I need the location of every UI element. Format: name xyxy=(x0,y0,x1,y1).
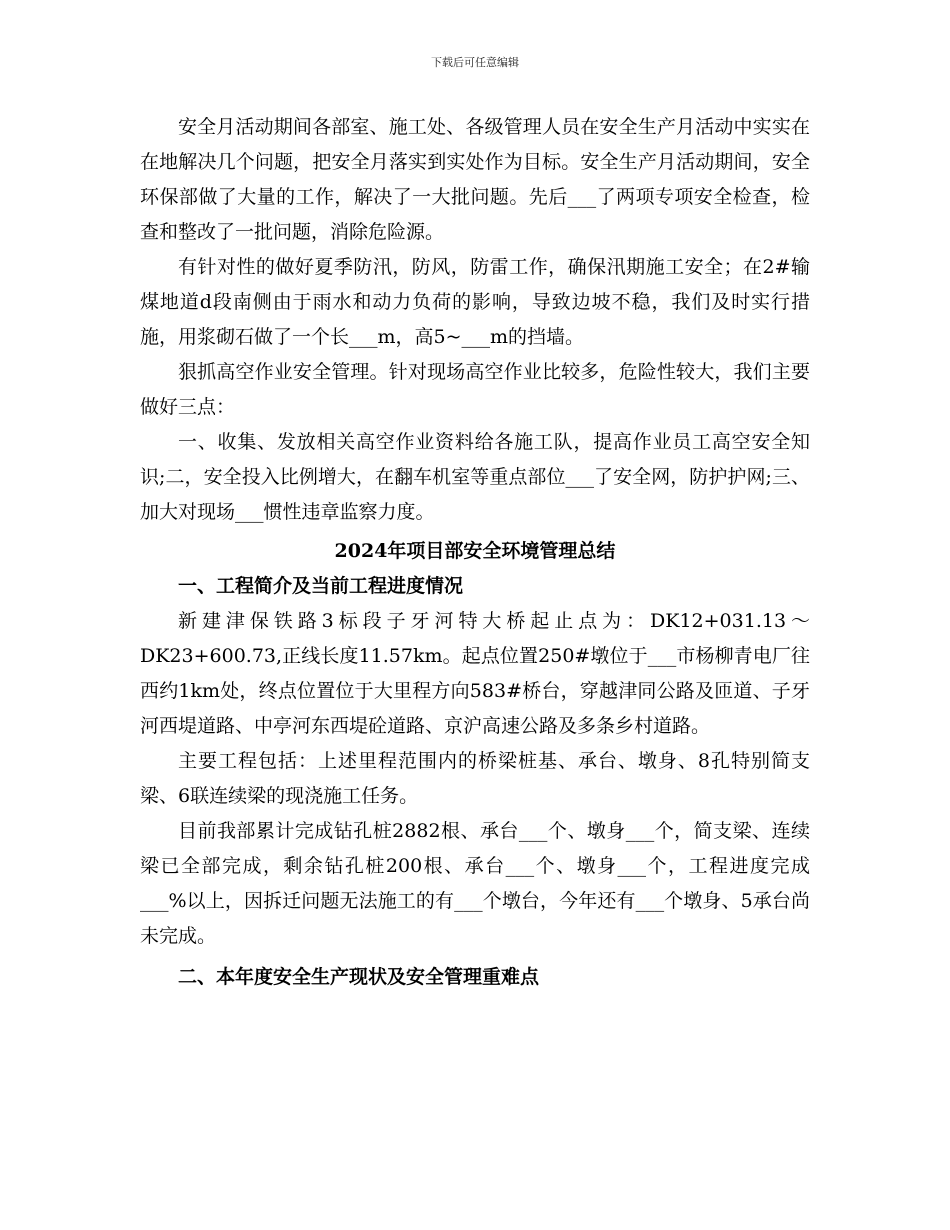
paragraph-project-location: 新建津保铁路3标段子牙河特大桥起止点为：DK12+031.13～DK23+600.73,正线长度11.57km。起点位置250#墩位于___市杨柳青电厂往西约1km处，终点位置位于大里程方向583#桥台，穿越津同公路及匝道、子牙河西堤道路、中亭河东西堤砼道路、京沪高速公路及多条乡村道路。 xyxy=(140,610,810,737)
paragraph-three-points: 一、收集、发放相关高空作业资料给各施工队，提高作业员工高空安全知识;二，安全投入比例增大，在翻车机室等重点部位___了安全网，防护护网;三、加大对现场___惯性违章监察力度。 xyxy=(140,431,810,523)
page-header: 下载后可任意编辑 xyxy=(431,56,519,69)
section-heading-project-overview: 一、工程简介及当前工程进度情况 xyxy=(178,575,464,597)
section-heading-safety-status: 二、本年度安全生产现状及安全管理重难点 xyxy=(178,966,540,988)
paragraph-high-altitude: 狠抓高空作业安全管理。针对现场高空作业比较多，危险性较大，我们主要做好三点： xyxy=(140,361,810,418)
paragraph-main-works: 主要工程包括：上述里程范围内的桥梁桩基、承台、墩身、8孔特别简支梁、6联连续梁的现浇施工任务。 xyxy=(140,750,810,807)
paragraph-progress: 目前我部累计完成钻孔桩2882根、承台___个、墩身___个，简支梁、连续梁已全部完成，剩余钻孔桩200根、承台___个、墩身___个，工程进度完成___%以上，因拆迁问题无法施工的有___个墩台，今年还有___个墩身、5承台尚未完成。 xyxy=(140,820,810,947)
paragraph-flood-prevention: 有针对性的做好夏季防汛，防风，防雷工作，确保汛期施工安全；在2#输煤地道d段南侧由于雨水和动力负荷的影响，导致边坡不稳，我们及时实行措施，用浆砌石做了一个长___m，高5~___m的挡墙。 xyxy=(140,256,810,348)
document-title: 2024年项目部安全环境管理总结 xyxy=(334,540,616,562)
paragraph-safety-month: 安全月活动期间各部室、施工处、各级管理人员在安全生产月活动中实实在在地解决几个问题，把安全月落实到实处作为目标。安全生产月活动期间，安全环保部做了大量的工作，解决了一大批问题。先后___了两项专项安全检查，检查和整改了一批问题，消除危险源。 xyxy=(140,116,810,243)
document-body xyxy=(140,110,810,995)
